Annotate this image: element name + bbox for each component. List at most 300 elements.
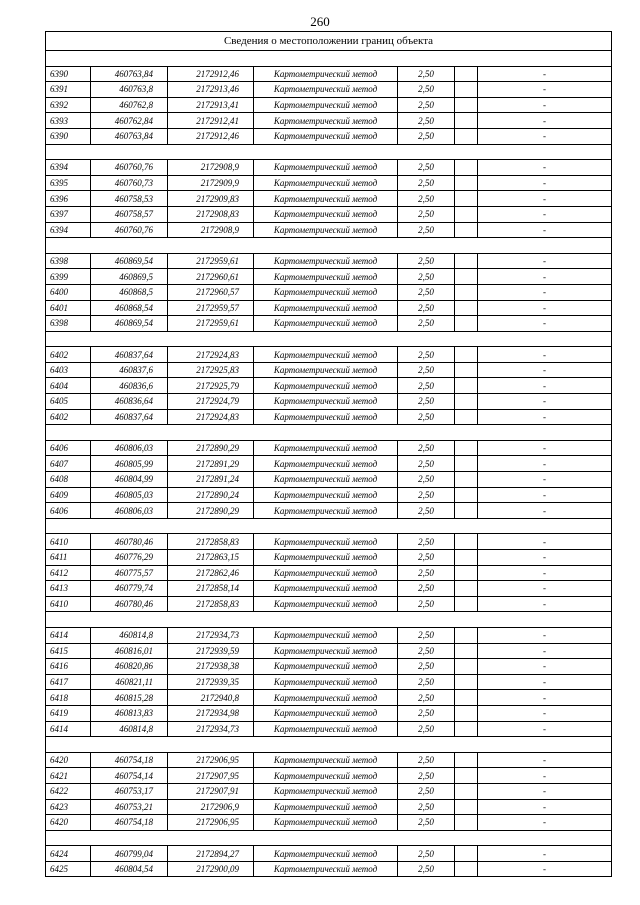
empty-cell	[455, 82, 478, 98]
table-row	[46, 752, 612, 768]
group-separator-row	[46, 737, 612, 753]
coordinate-x: 460806,03	[91, 440, 168, 456]
group-separator	[46, 331, 612, 347]
group-separator	[46, 51, 612, 67]
accuracy: 2,50	[398, 378, 455, 394]
description: -	[478, 550, 612, 566]
table-row	[46, 487, 612, 503]
coordinate-x: 460813,83	[91, 705, 168, 721]
table-row	[46, 300, 612, 316]
description: -	[478, 534, 612, 550]
determination-method: Картометрический метод	[254, 128, 398, 144]
accuracy: 2,50	[398, 565, 455, 581]
point-number: 6410	[46, 534, 91, 550]
point-number: 6395	[46, 175, 91, 191]
table-row	[46, 160, 612, 176]
coordinate-x: 460837,64	[91, 347, 168, 363]
empty-cell	[455, 503, 478, 519]
empty-cell	[455, 269, 478, 285]
empty-cell	[455, 534, 478, 550]
coordinate-x: 460869,5	[91, 269, 168, 285]
table-row	[46, 269, 612, 285]
determination-method: Картометрический метод	[254, 82, 398, 98]
determination-method: Картометрический метод	[254, 347, 398, 363]
accuracy: 2,50	[398, 799, 455, 815]
determination-method: Картометрический метод	[254, 596, 398, 612]
coordinate-x: 460776,29	[91, 550, 168, 566]
table-row	[46, 581, 612, 597]
point-number: 6402	[46, 409, 91, 425]
group-separator-row	[46, 612, 612, 628]
group-separator-row	[46, 830, 612, 846]
accuracy: 2,50	[398, 659, 455, 675]
empty-cell	[455, 690, 478, 706]
coordinate-y: 2172890,29	[168, 503, 254, 519]
table-row	[46, 82, 612, 98]
point-number: 6408	[46, 472, 91, 488]
description: -	[478, 362, 612, 378]
group-separator	[46, 518, 612, 534]
description: -	[478, 846, 612, 862]
accuracy: 2,50	[398, 721, 455, 737]
point-number: 6399	[46, 269, 91, 285]
coordinate-x: 460754,18	[91, 752, 168, 768]
determination-method: Картометрический метод	[254, 113, 398, 129]
coordinate-y: 2172925,83	[168, 362, 254, 378]
description: -	[478, 440, 612, 456]
table-row	[46, 768, 612, 784]
coordinate-y: 2172862,46	[168, 565, 254, 581]
empty-cell	[455, 253, 478, 269]
determination-method: Картометрический метод	[254, 269, 398, 285]
coordinate-x: 460758,57	[91, 206, 168, 222]
table-row	[46, 378, 612, 394]
determination-method: Картометрический метод	[254, 472, 398, 488]
point-number: 6413	[46, 581, 91, 597]
empty-cell	[455, 378, 478, 394]
empty-cell	[455, 394, 478, 410]
determination-method: Картометрический метод	[254, 659, 398, 675]
empty-cell	[455, 160, 478, 176]
table-row	[46, 128, 612, 144]
empty-cell	[455, 705, 478, 721]
determination-method: Картометрический метод	[254, 690, 398, 706]
description: -	[478, 596, 612, 612]
group-separator-row	[46, 425, 612, 441]
empty-cell	[455, 128, 478, 144]
coordinate-y: 2172909,9	[168, 175, 254, 191]
point-number: 6418	[46, 690, 91, 706]
coordinate-y: 2172960,61	[168, 269, 254, 285]
determination-method: Картометрический метод	[254, 503, 398, 519]
coordinate-x: 460775,57	[91, 565, 168, 581]
coordinate-x: 460760,73	[91, 175, 168, 191]
group-separator-row	[46, 144, 612, 160]
coordinate-x: 460762,8	[91, 97, 168, 113]
empty-cell	[455, 596, 478, 612]
table-row	[46, 253, 612, 269]
determination-method: Картометрический метод	[254, 487, 398, 503]
determination-method: Картометрический метод	[254, 300, 398, 316]
point-number: 6390	[46, 66, 91, 82]
empty-cell	[455, 581, 478, 597]
point-number: 6423	[46, 799, 91, 815]
point-number: 6401	[46, 300, 91, 316]
point-number: 6409	[46, 487, 91, 503]
point-number: 6424	[46, 846, 91, 862]
page-number: 260	[310, 14, 330, 29]
accuracy: 2,50	[398, 191, 455, 207]
empty-cell	[455, 846, 478, 862]
coordinate-x: 460805,03	[91, 487, 168, 503]
description: -	[478, 128, 612, 144]
table-row	[46, 113, 612, 129]
coordinate-y: 2172894,27	[168, 846, 254, 862]
description: -	[478, 659, 612, 675]
description: -	[478, 97, 612, 113]
description: -	[478, 191, 612, 207]
determination-method: Картометрический метод	[254, 97, 398, 113]
description: -	[478, 674, 612, 690]
coordinate-x: 460753,21	[91, 799, 168, 815]
description: -	[478, 768, 612, 784]
table-row	[46, 175, 612, 191]
point-number: 6390	[46, 128, 91, 144]
group-separator-row	[46, 331, 612, 347]
coordinate-y: 2172912,46	[168, 66, 254, 82]
table-row	[46, 362, 612, 378]
determination-method: Картометрический метод	[254, 861, 398, 877]
coordinate-y: 2172891,29	[168, 456, 254, 472]
coordinate-x: 460754,18	[91, 815, 168, 831]
accuracy: 2,50	[398, 783, 455, 799]
table-row	[46, 721, 612, 737]
empty-cell	[455, 861, 478, 877]
description: -	[478, 456, 612, 472]
accuracy: 2,50	[398, 347, 455, 363]
point-number: 6422	[46, 783, 91, 799]
empty-cell	[455, 362, 478, 378]
determination-method: Картометрический метод	[254, 409, 398, 425]
group-separator-row	[46, 51, 612, 67]
coordinate-x: 460837,64	[91, 409, 168, 425]
coordinate-y: 2172959,61	[168, 253, 254, 269]
determination-method: Картометрический метод	[254, 815, 398, 831]
empty-cell	[455, 347, 478, 363]
group-separator	[46, 612, 612, 628]
determination-method: Картометрический метод	[254, 440, 398, 456]
accuracy: 2,50	[398, 643, 455, 659]
description: -	[478, 783, 612, 799]
accuracy: 2,50	[398, 581, 455, 597]
accuracy: 2,50	[398, 160, 455, 176]
coordinate-y: 2172890,29	[168, 440, 254, 456]
description: -	[478, 487, 612, 503]
determination-method: Картометрический метод	[254, 66, 398, 82]
coordinate-x: 460758,53	[91, 191, 168, 207]
coordinate-y: 2172906,9	[168, 799, 254, 815]
coordinate-y: 2172858,14	[168, 581, 254, 597]
description: -	[478, 82, 612, 98]
group-separator-row	[46, 518, 612, 534]
table-row	[46, 347, 612, 363]
description: -	[478, 690, 612, 706]
coordinate-y: 2172907,91	[168, 783, 254, 799]
empty-cell	[455, 409, 478, 425]
table-row	[46, 674, 612, 690]
coordinate-y: 2172959,61	[168, 316, 254, 332]
point-number: 6425	[46, 861, 91, 877]
accuracy: 2,50	[398, 472, 455, 488]
determination-method: Картометрический метод	[254, 160, 398, 176]
accuracy: 2,50	[398, 66, 455, 82]
description: -	[478, 284, 612, 300]
empty-cell	[455, 752, 478, 768]
coordinate-y: 2172940,8	[168, 690, 254, 706]
coordinate-x: 460820,86	[91, 659, 168, 675]
determination-method: Картометрический метод	[254, 565, 398, 581]
coordinate-x: 460836,6	[91, 378, 168, 394]
description: -	[478, 113, 612, 129]
determination-method: Картометрический метод	[254, 643, 398, 659]
coordinate-y: 2172959,57	[168, 300, 254, 316]
description: -	[478, 581, 612, 597]
table-row	[46, 409, 612, 425]
determination-method: Картометрический метод	[254, 362, 398, 378]
determination-method: Картометрический метод	[254, 284, 398, 300]
point-number: 6412	[46, 565, 91, 581]
coordinate-x: 460763,8	[91, 82, 168, 98]
accuracy: 2,50	[398, 175, 455, 191]
coordinate-y: 2172924,83	[168, 347, 254, 363]
description: -	[478, 66, 612, 82]
accuracy: 2,50	[398, 253, 455, 269]
accuracy: 2,50	[398, 768, 455, 784]
coordinate-y: 2172906,95	[168, 815, 254, 831]
description: -	[478, 643, 612, 659]
group-separator-row	[46, 238, 612, 254]
point-number: 6407	[46, 456, 91, 472]
coordinate-y: 2172960,57	[168, 284, 254, 300]
coordinate-y: 2172909,83	[168, 191, 254, 207]
coordinate-y: 2172908,9	[168, 222, 254, 238]
coordinate-y: 2172913,46	[168, 82, 254, 98]
accuracy: 2,50	[398, 752, 455, 768]
point-number: 6406	[46, 440, 91, 456]
determination-method: Картометрический метод	[254, 253, 398, 269]
determination-method: Картометрический метод	[254, 627, 398, 643]
empty-cell	[455, 440, 478, 456]
point-number: 6397	[46, 206, 91, 222]
table-row	[46, 643, 612, 659]
determination-method: Картометрический метод	[254, 550, 398, 566]
description: -	[478, 503, 612, 519]
accuracy: 2,50	[398, 206, 455, 222]
table-row	[46, 596, 612, 612]
coordinate-x: 460869,54	[91, 253, 168, 269]
coordinate-y: 2172939,35	[168, 674, 254, 690]
description: -	[478, 799, 612, 815]
point-number: 6403	[46, 362, 91, 378]
point-number: 6392	[46, 97, 91, 113]
point-number: 6393	[46, 113, 91, 129]
empty-cell	[455, 487, 478, 503]
accuracy: 2,50	[398, 861, 455, 877]
group-separator	[46, 238, 612, 254]
empty-cell	[455, 175, 478, 191]
table-caption-row	[46, 32, 612, 51]
point-number: 6394	[46, 160, 91, 176]
point-number: 6411	[46, 550, 91, 566]
table-row	[46, 690, 612, 706]
determination-method: Картометрический метод	[254, 846, 398, 862]
description: -	[478, 565, 612, 581]
point-number: 6406	[46, 503, 91, 519]
point-number: 6419	[46, 705, 91, 721]
point-number: 6417	[46, 674, 91, 690]
table-row	[46, 861, 612, 877]
empty-cell	[455, 674, 478, 690]
point-number: 6398	[46, 316, 91, 332]
coordinate-x: 460804,54	[91, 861, 168, 877]
point-number: 6396	[46, 191, 91, 207]
determination-method: Картометрический метод	[254, 191, 398, 207]
description: -	[478, 300, 612, 316]
empty-cell	[455, 627, 478, 643]
accuracy: 2,50	[398, 113, 455, 129]
table-caption: Сведения о местоположении границ объекта	[46, 32, 612, 51]
accuracy: 2,50	[398, 300, 455, 316]
empty-cell	[455, 643, 478, 659]
coordinate-x: 460816,01	[91, 643, 168, 659]
coordinate-y: 2172858,83	[168, 534, 254, 550]
table-row	[46, 783, 612, 799]
determination-method: Картометрический метод	[254, 394, 398, 410]
determination-method: Картометрический метод	[254, 705, 398, 721]
coordinate-x: 460868,54	[91, 300, 168, 316]
coordinate-x: 460821,11	[91, 674, 168, 690]
description: -	[478, 347, 612, 363]
coordinate-x: 460780,46	[91, 596, 168, 612]
coordinate-y: 2172908,9	[168, 160, 254, 176]
coordinate-y: 2172890,24	[168, 487, 254, 503]
coordinate-y: 2172891,24	[168, 472, 254, 488]
point-number: 6391	[46, 82, 91, 98]
description: -	[478, 394, 612, 410]
coordinate-x: 460780,46	[91, 534, 168, 550]
description: -	[478, 472, 612, 488]
group-separator	[46, 425, 612, 441]
coordinate-y: 2172934,98	[168, 705, 254, 721]
coordinate-y: 2172863,15	[168, 550, 254, 566]
empty-cell	[455, 191, 478, 207]
coordinate-y: 2172900,09	[168, 861, 254, 877]
determination-method: Картометрический метод	[254, 378, 398, 394]
description: -	[478, 627, 612, 643]
point-number: 6421	[46, 768, 91, 784]
accuracy: 2,50	[398, 284, 455, 300]
group-separator	[46, 144, 612, 160]
accuracy: 2,50	[398, 487, 455, 503]
determination-method: Картометрический метод	[254, 674, 398, 690]
table-row	[46, 815, 612, 831]
coordinate-x: 460868,5	[91, 284, 168, 300]
accuracy: 2,50	[398, 269, 455, 285]
coordinate-x: 460754,14	[91, 768, 168, 784]
description: -	[478, 815, 612, 831]
coordinate-x: 460814,8	[91, 627, 168, 643]
description: -	[478, 378, 612, 394]
accuracy: 2,50	[398, 394, 455, 410]
accuracy: 2,50	[398, 222, 455, 238]
description: -	[478, 409, 612, 425]
determination-method: Картометрический метод	[254, 799, 398, 815]
description: -	[478, 861, 612, 877]
determination-method: Картометрический метод	[254, 752, 398, 768]
empty-cell	[455, 300, 478, 316]
empty-cell	[455, 222, 478, 238]
coordinate-x: 460763,84	[91, 128, 168, 144]
table-row	[46, 472, 612, 488]
coordinate-y: 2172924,79	[168, 394, 254, 410]
coordinate-x: 460837,6	[91, 362, 168, 378]
coordinate-y: 2172908,83	[168, 206, 254, 222]
accuracy: 2,50	[398, 409, 455, 425]
determination-method: Картометрический метод	[254, 222, 398, 238]
boundary-coordinates-table	[45, 31, 612, 877]
coordinate-y: 2172912,46	[168, 128, 254, 144]
accuracy: 2,50	[398, 550, 455, 566]
point-number: 6420	[46, 752, 91, 768]
empty-cell	[455, 783, 478, 799]
determination-method: Картометрический метод	[254, 534, 398, 550]
coordinate-x: 460799,04	[91, 846, 168, 862]
empty-cell	[455, 565, 478, 581]
accuracy: 2,50	[398, 128, 455, 144]
coordinate-x: 460806,03	[91, 503, 168, 519]
determination-method: Картометрический метод	[254, 206, 398, 222]
accuracy: 2,50	[398, 316, 455, 332]
empty-cell	[455, 768, 478, 784]
coordinate-x: 460836,64	[91, 394, 168, 410]
coordinate-y: 2172934,73	[168, 627, 254, 643]
point-number: 6410	[46, 596, 91, 612]
point-number: 6414	[46, 627, 91, 643]
description: -	[478, 175, 612, 191]
point-number: 6398	[46, 253, 91, 269]
coordinate-x: 460762,84	[91, 113, 168, 129]
coordinate-x: 460760,76	[91, 222, 168, 238]
table-row	[46, 705, 612, 721]
determination-method: Картометрический метод	[254, 783, 398, 799]
point-number: 6416	[46, 659, 91, 675]
coordinate-y: 2172906,95	[168, 752, 254, 768]
table-row	[46, 534, 612, 550]
table-row	[46, 440, 612, 456]
determination-method: Картометрический метод	[254, 175, 398, 191]
description: -	[478, 316, 612, 332]
accuracy: 2,50	[398, 97, 455, 113]
point-number: 6404	[46, 378, 91, 394]
coordinate-y: 2172934,73	[168, 721, 254, 737]
description: -	[478, 752, 612, 768]
coordinate-y: 2172907,95	[168, 768, 254, 784]
accuracy: 2,50	[398, 503, 455, 519]
description: -	[478, 160, 612, 176]
description: -	[478, 253, 612, 269]
coordinate-y: 2172939,59	[168, 643, 254, 659]
coordinate-x: 460869,54	[91, 316, 168, 332]
